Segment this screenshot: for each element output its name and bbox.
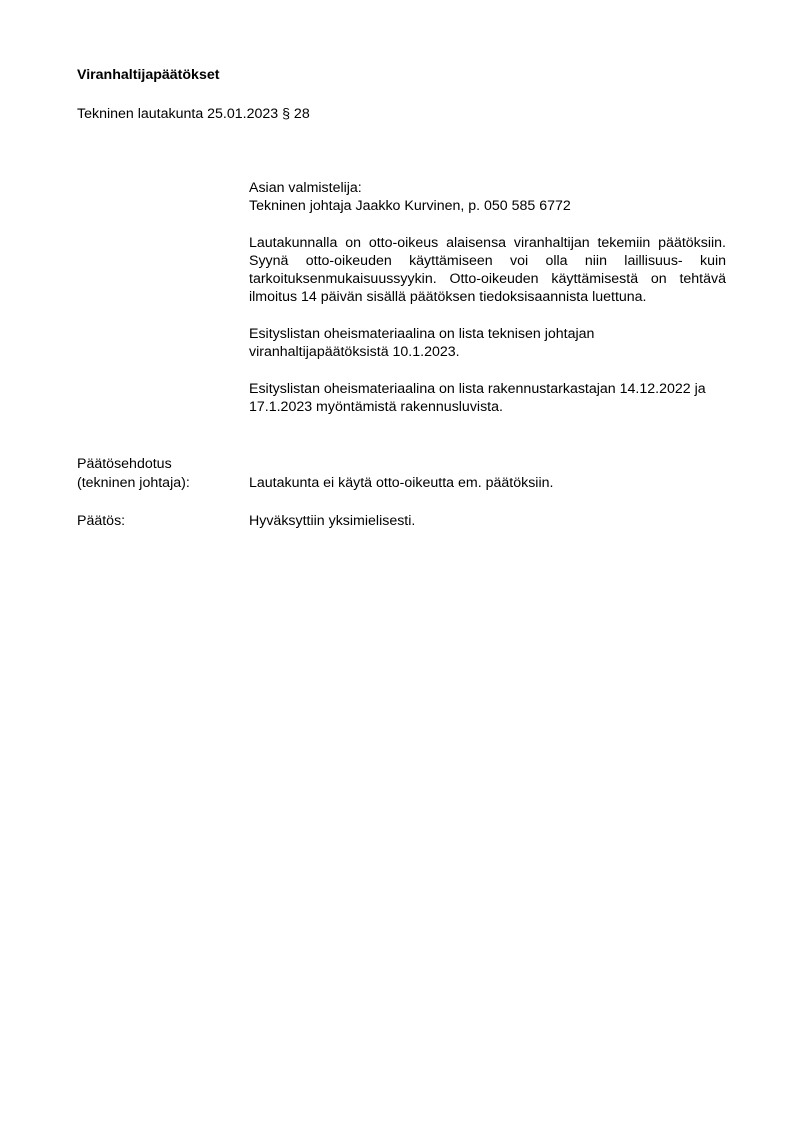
proposal-text: Lautakunta ei käytä otto-oikeutta em. päätöksiin. [249, 475, 554, 491]
decision-text: Hyväksyttiin yksimielisesti. [249, 513, 416, 529]
main-content [249, 179, 726, 435]
preparer-block [249, 179, 726, 215]
attachment-paragraph-1: Esityslistan oheismateriaalina on lista teknisen johtajan viranhaltijapäätöksistä 10.1.2023. [249, 326, 595, 360]
meeting-reference: Tekninen lautakunta 25.01.2023 § 28 [77, 106, 310, 122]
document-title: Viranhaltijapäätökset [77, 67, 220, 83]
preparer-label: Asian valmistelija: [249, 180, 362, 196]
attachment-paragraph-2: Esityslistan oheismateriaalina on lista rakennustarkastajan 14.12.2022 ja 17.1.2023 myöntämistä rakennusluvista. [249, 381, 706, 415]
proposal-label-line-2: (tekninen johtaja): [77, 475, 190, 491]
decision-label: Päätös: [77, 513, 126, 529]
preparer-name: Tekninen johtaja Jaakko Kurvinen, p. 050 585 6772 [249, 198, 571, 214]
otto-oikeus-paragraph: Lautakunnalla on otto-oikeus alaisensa viranhaltijan tekemiin päätöksiin. Syynä otto-oikeuden käyttämiseen voi olla niin laillisuus- kuin tarkoituksenmukaisuussyykin. Otto-oikeuden käyttämisestä on tehtävä ilmoitus 14 päivän sisällä päätöksen tiedoksisaannista luettuna. [249, 235, 726, 305]
proposal-label-line-1: Päätösehdotus [77, 456, 172, 472]
